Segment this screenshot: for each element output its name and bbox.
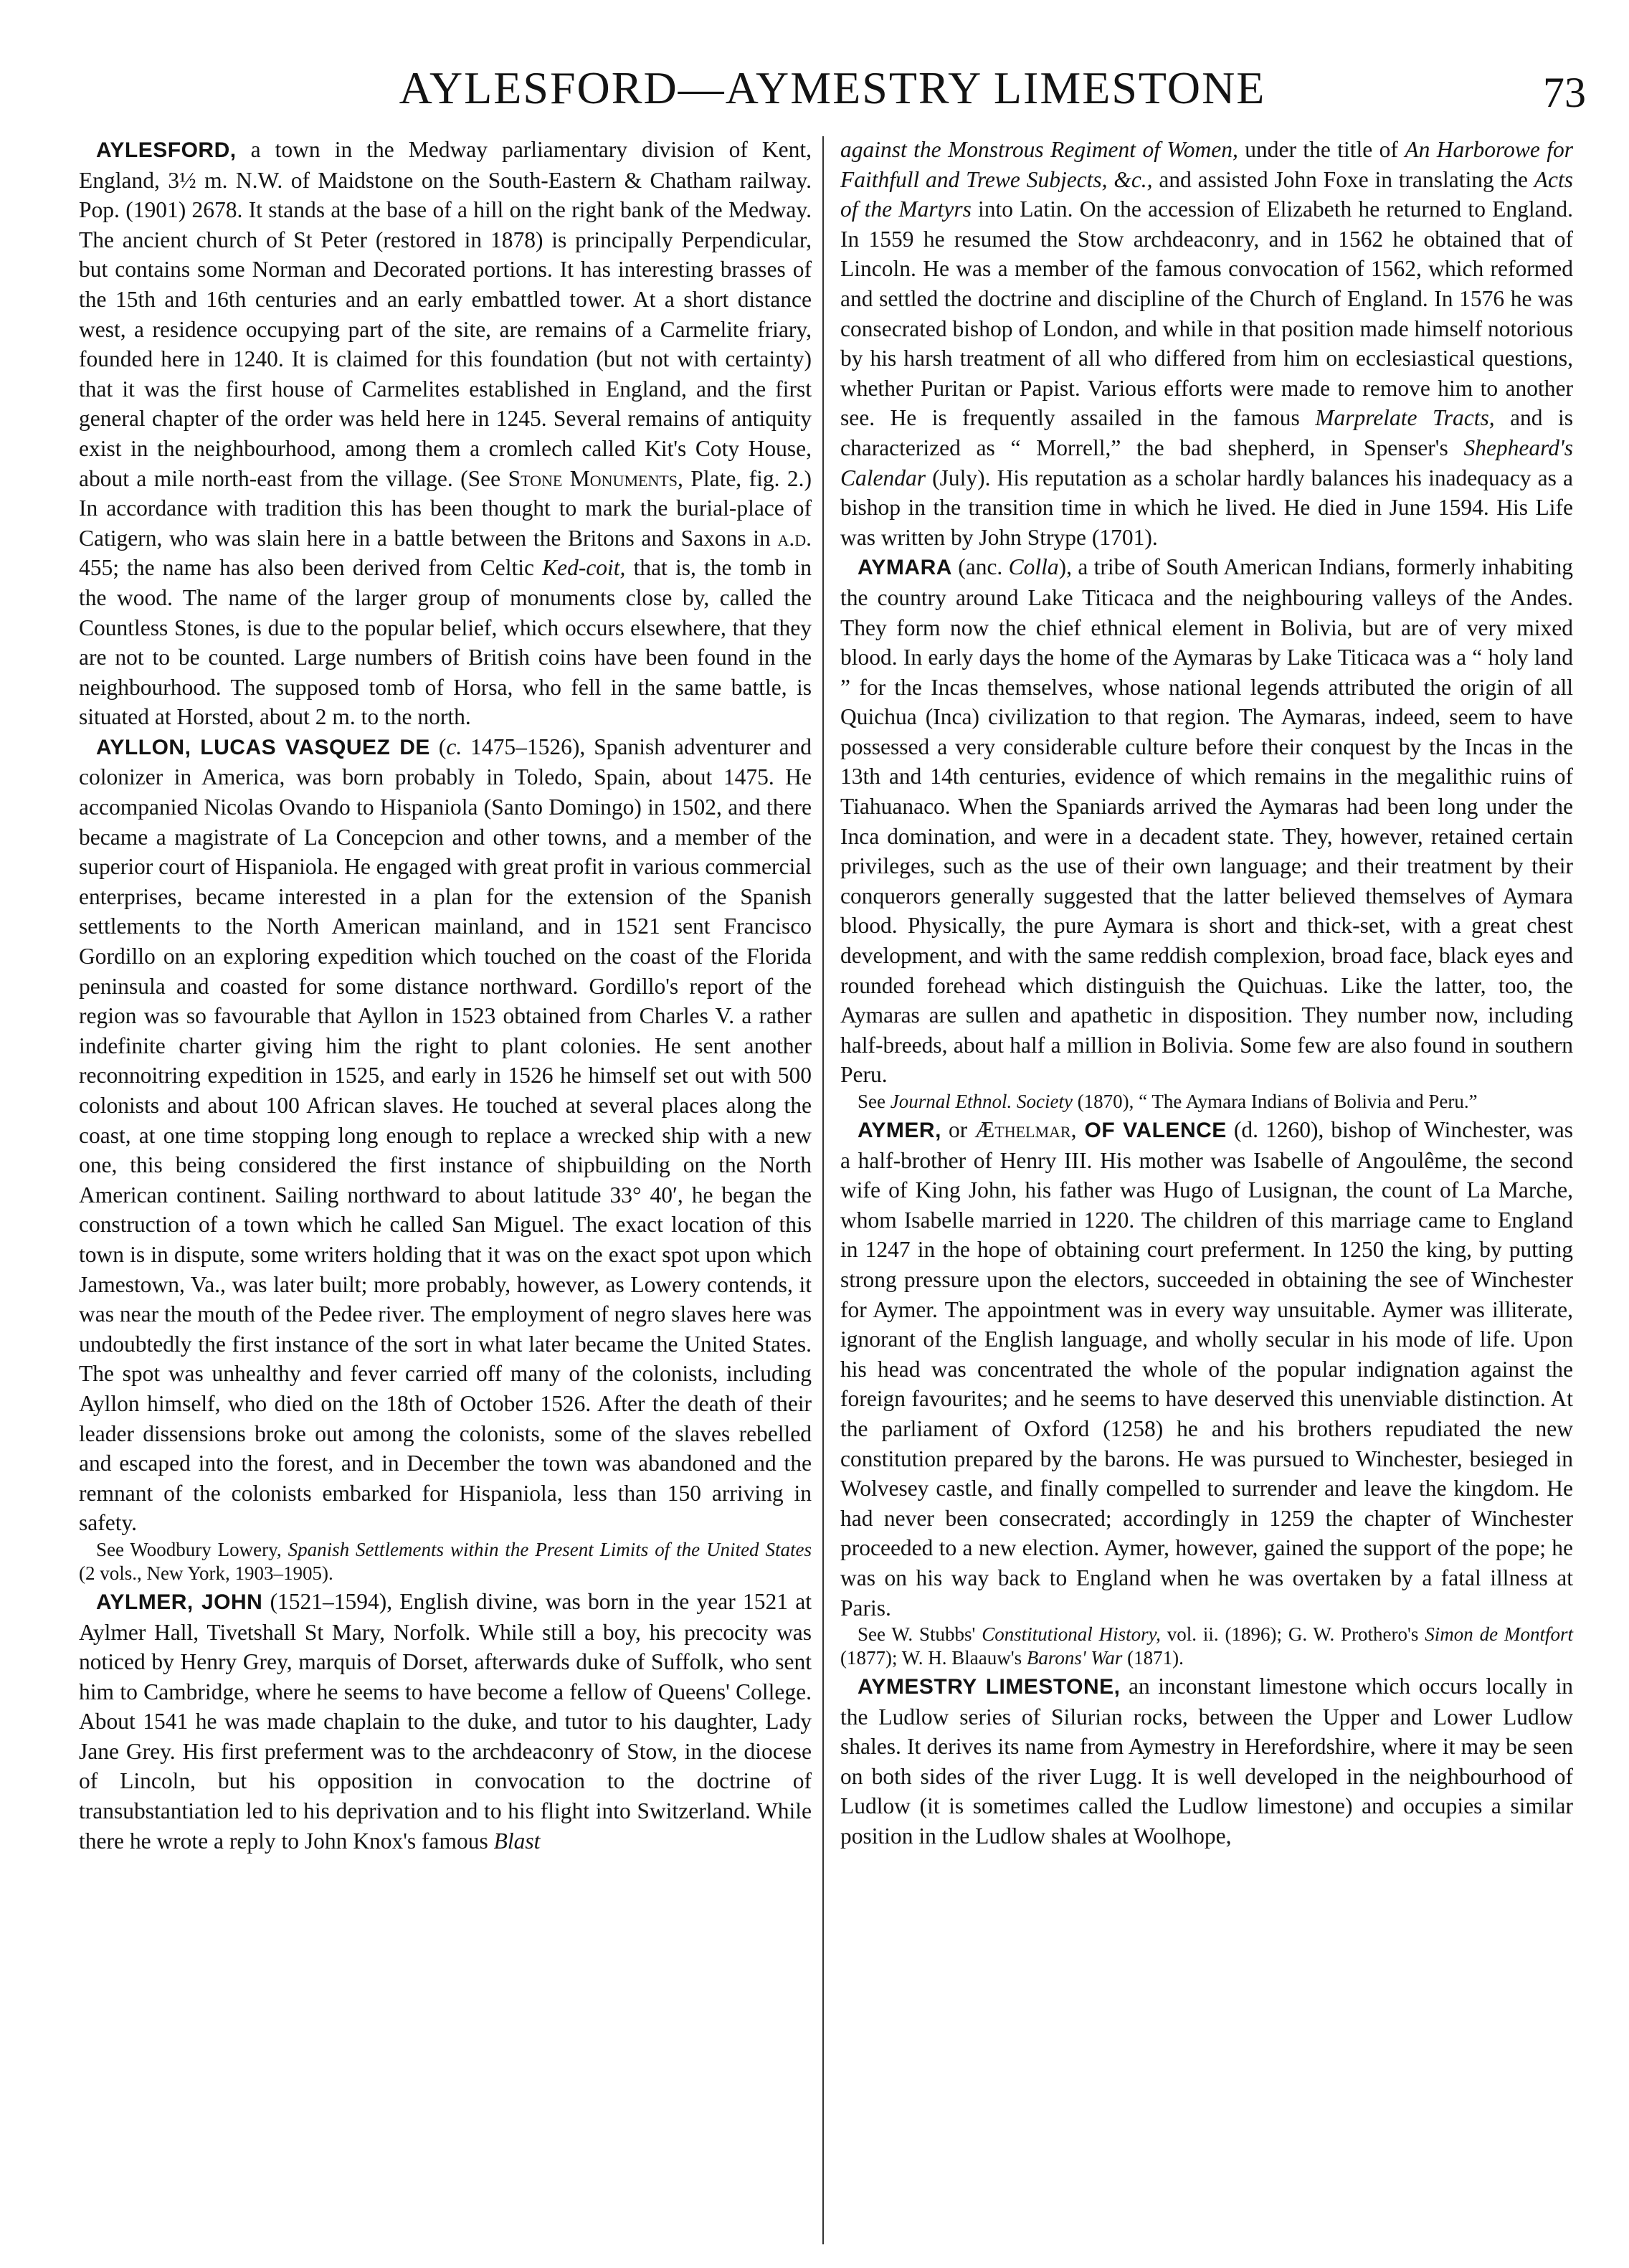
article-text-italic: against the Monstrous Regiment of Women,	[840, 137, 1238, 162]
article-aylesford	[79, 135, 812, 732]
reference-text: (2 vols., New York, 1903–1905).	[79, 1562, 333, 1584]
article-aymer	[840, 1115, 1573, 1623]
article-aylmer-continued	[840, 135, 1573, 552]
headword-aylesford: AYLESFORD,	[96, 138, 237, 162]
bibliography-aymer	[840, 1623, 1573, 1670]
headword-aylmer: AYLMER, JOHN	[96, 1590, 263, 1614]
reference-text: See	[858, 1091, 891, 1112]
article-text-italic: An Harborowe for Faithfull and Trewe Subjects, &c.,	[840, 137, 1573, 192]
reference-title: Journal Ethnol. Society	[890, 1091, 1073, 1112]
article-text: ), a tribe of South American Indians, formerly inhabiting the country around Lake Titicaca and the neighbouring valleys of the Andes. They form now the chief ethnical element in Bolivia, but are of very mixed blood. In early days the home of the Aymaras by Lake Titicaca was a “ holy land ” for the Incas themselves, whose national legends attributed the origin of all Quichua (Inca) civilization to that region. The Aymaras, indeed, seem to have possessed a very considerable culture before their conquest by the Incas in the 13th and 14th centuries, evidence of which remains in the megalithic ruins of Tiahuanaco. When the Spaniards arrived the Aymaras had been long under the Inca domination, and were in a decadent state. They, however, retained certain privileges, such as the use of their own language; and their treatment by their conquerors generally suggested that the latter believed themselves of Aymara blood. Physically, the pure Aymara is short and thick-set, with a great chest development, and with the same reddish complexion, broad face, black eyes and rounded forehead which distinguish the Quichuas. Like the latter, too, the Aymaras are sullen and apathetic in disposition. They number now, including half-breeds, about half a million in Bolivia. Some few are also found in southern Peru.	[840, 554, 1574, 1088]
article-aylmer	[79, 1587, 812, 1856]
article-text: and assisted John Foxe in translating the	[1152, 166, 1534, 192]
article-text-italic: Colla	[1008, 554, 1059, 580]
article-text: (anc.	[951, 554, 1009, 580]
reference-text: See Woodbury Lowery,	[96, 1538, 288, 1560]
reference-text: (1870), “ The Aymara Indians of Bolivia and Peru.”	[1072, 1091, 1478, 1112]
right-column	[840, 135, 1573, 1851]
article-text: that is, the tomb in the wood. The name of the larger group of monuments close by, called the Countless Stones, is due to the popular belief, which occurs elsewhere, that they are not to be counted. Large numbers of British coins have been found in the neighbourhood. The supposed tomb of Horsa, who fell in the same battle, is situated at Horsted, about 2 m. to the north.	[79, 555, 812, 730]
article-text-italic: Marprelate Tracts,	[1315, 405, 1495, 431]
article-text: (d. 1260), bishop of Winchester, was a half-brother of Henry III. His mother was Isabelle of Angoulême, the second wife of King John, his father was Hugo of Lusignan, the count of La Marche, whom Isabelle married in 1220. The children of this marriage came to England in 1247 in the hope of obtaining court preferment. In 1250 the king, by putting strong pressure upon the electors, succeeded in obtaining the see of Winchester for Aymer. The appointment was in every way unsuitable. Aymer was illiterate, ignorant of the English language, and wholly secular in his mode of life. Upon his head was concentrated the whole of the popular indignation against the foreign favourites; and he seems to have deserved this unenviable distinction. At the parliament of Oxford (1258) he and his brothers repudiated the new constitution prepared by the barons. He was pursued to Winchester, besieged in Wolvesey castle, and finally compelled to surrender and leave the kingdom. He had never been consecrated; accordingly in 1259 the chapter of Winchester proceeded to a new election. Aymer, however, gained the support of the pope; he was on his way back to England when he was overtaken by a fatal illness at Paris.	[840, 1117, 1573, 1621]
reference-title: Barons' War	[1026, 1647, 1123, 1669]
article-text: a town in the Medway parliamentary division of Kent, England, 3½ m. N.W. of Maidstone on the South-Eastern & Chatham railway. Pop. (1901) 2678. It stands at the base of a hill on the right bank of the Medway. The ancient church of St Peter (restored in 1878) is principally Perpendicular, but contains some Norman and Decorated portions. It has interesting brasses of the 15th and 16th centuries and an early embattled tower. At a short distance west, a residence occupying part of the site, are remains of a Carmelite friary, founded here in 1240. It is claimed for this foundation (but not with certainty) that it was the first house of Carmelites established in England, and the first general chapter of the order was held here in 1245. Several remains of antiquity exist in the neighbourhood, among them a cromlech called Kit's Coty House, about a mile north-east from the village. (See	[79, 137, 812, 491]
headword-aymer: AYMER,	[858, 1119, 941, 1142]
reference-text: (1871).	[1122, 1647, 1184, 1669]
article-text-italic: c.	[446, 734, 462, 759]
article-text: (	[429, 734, 447, 759]
column-divider	[822, 136, 824, 2244]
headword-ayllon: AYLLON, LUCAS VASQUEZ DE	[96, 735, 430, 759]
article-text: , Plate, fig. 2.) In accordance with tradition this has been thought to mark the burial-place of Catigern, who was slain here in a battle between the Britons and Saxons in	[79, 465, 812, 551]
article-text: (July). His reputation as a scholar hardly balances his inadequacy as a bishop in the transition time in which he lived. He died in June 1594. His Life was written by John Strype (1701).	[840, 465, 1573, 550]
running-title: AYLESFORD—AYMESTRY LIMESTONE	[399, 62, 1266, 113]
article-text: an inconstant limestone which occurs locally in the Ludlow series of Silurian rocks, between the Upper and Lower Ludlow shales. It derives its name from Aymestry in Herefordshire, where it may be seen on both sides of the river Lugg. It is well developed in the neighbourhood of Ludlow (it is sometimes called the Ludlow limestone) and occupies a similar position in the Ludlow shales at Woolhope,	[840, 1674, 1573, 1849]
reference-title: Simon de Montfort	[1425, 1623, 1573, 1646]
reference-text: (1877); W. H. Blaauw's	[840, 1647, 1027, 1669]
bibliography-aymara	[840, 1090, 1573, 1114]
article-text: (1521–1594), English divine, was born in the year 1521 at Aylmer Hall, Tivetshall St Mary, Norfolk. While still a boy, his precocity was noticed by Henry Grey, marquis of Dorset, afterwards duke of Suffolk, who sent him to Cambridge, where he seems to have become a fellow of Queens' College. About 1541 he was made chaplain to the duke, and tutor to his daughter, Lady Jane Grey. His first preferment was to the archdeaconry of Stow, in the diocese of Lincoln, but his opposition in convocation to the doctrine of transubstantiation led to his deprivation and to his flight into Switzerland. While there he wrote a reply to John Knox's famous	[79, 1588, 812, 1854]
article-text: a.d.	[777, 525, 812, 551]
article-aymestry-limestone	[840, 1671, 1573, 1851]
reference-title: Spanish Settlements within the Present Limits of the United States	[288, 1538, 812, 1560]
reference-text: See W. Stubbs'	[858, 1623, 982, 1646]
left-column	[79, 135, 812, 1856]
article-ayllon	[79, 732, 812, 1538]
reference-title: Constitutional History,	[982, 1623, 1161, 1646]
article-text: and is characterized as “ Morrell,” the bad shepherd, in Spenser's	[840, 405, 1573, 460]
article-text-italic: Shepheard's Calendar	[840, 435, 1573, 490]
article-text: 455; the name has also been derived from Celtic	[79, 555, 543, 581]
page-header	[79, 56, 1586, 120]
article-text-italic: Blast	[493, 1828, 541, 1854]
article-text-italic: Acts of the Martyrs	[840, 166, 1573, 222]
page-number: 73	[1543, 69, 1586, 116]
headword-aymer-suffix: OF VALENCE	[1076, 1119, 1227, 1142]
article-text-italic: Ked-coit,	[542, 555, 626, 581]
cross-reference: Stone Monuments	[508, 465, 678, 491]
bibliography-ayllon	[79, 1538, 812, 1585]
article-text: under the title of	[1238, 137, 1405, 162]
article-text: into Latin. On the accession of Elizabeth he returned to England. In 1559 he resumed the Stow archdeaconry, and in 1562 he obtained that of Lincoln. He was a member of the famous convocation of 1562, which reformed and settled the doctrine and discipline of the Church of England. In 1576 he was consecrated bishop of London, and while in that position made himself notorious by his harsh treatment of all who differed from him on ecclesiastical questions, whether Puritan or Papist. Various efforts were made to remove him to another see. He is frequently assailed in the famous	[840, 196, 1573, 431]
article-text: or	[941, 1117, 975, 1142]
headword-aymara: AYMARA	[858, 556, 952, 580]
headword-aymestry: AYMESTRY LIMESTONE,	[858, 1675, 1121, 1699]
article-text: 1475–1526), Spanish adventurer and colonizer in America, was born probably in Toledo, Spain, about 1475. He accompanied Nicolas Ovando to Hispaniola (Santo Domingo) in 1502, and there became a magistrate of La Concepcion and other towns, and a member of the superior court of Hispaniola. He engaged with great profit in various commercial enterprises, became interested in a plan for the extension of the Spanish settlements to the North American mainland, and in 1521 sent Francisco Gordillo on an exploring expedition which touched on the coast of the Florida peninsula and coasted for some distance northward. Gordillo's report of the region was so favourable that Ayllon in 1523 obtained from Charles V. a rather indefinite charter giving him the right to plant colonies. He sent another reconnoitring expedition in 1525, and early in 1526 he himself set out with 500 colonists and about 100 African slaves. He touched at several places along the coast, at one time stopping long enough to replace a wrecked ship with a new one, this being considered the first instance of shipbuilding on the North American continent. Sailing northward to about latitude 33° 40′, he began the construction of a town which he called San Miguel. The exact location of this town is in dispute, some writers holding that it was on the exact spot upon which Jamestown, Va., was later built; more probably, however, as Lowery contends, it was near the mouth of the Pedee river. The employment of negro slaves here was undoubtedly the first instance of the sort in what later became the United States. The spot was unhealthy and fever carried off many of the colonists, including Ayllon himself, who died on the 18th of October 1526. After the death of their leader dissensions broke out among the colonists, some of the slaves rebelled and escaped into the forest, and in December the town was abandoned and the remnant of the colonists embarked for Hispaniola, less than 150 arriving in safety.	[79, 734, 812, 1536]
article-text: Æthelmar,	[974, 1117, 1077, 1142]
reference-text: vol. ii. (1896); G. W. Prothero's	[1160, 1623, 1425, 1646]
article-aymara	[840, 552, 1573, 1090]
